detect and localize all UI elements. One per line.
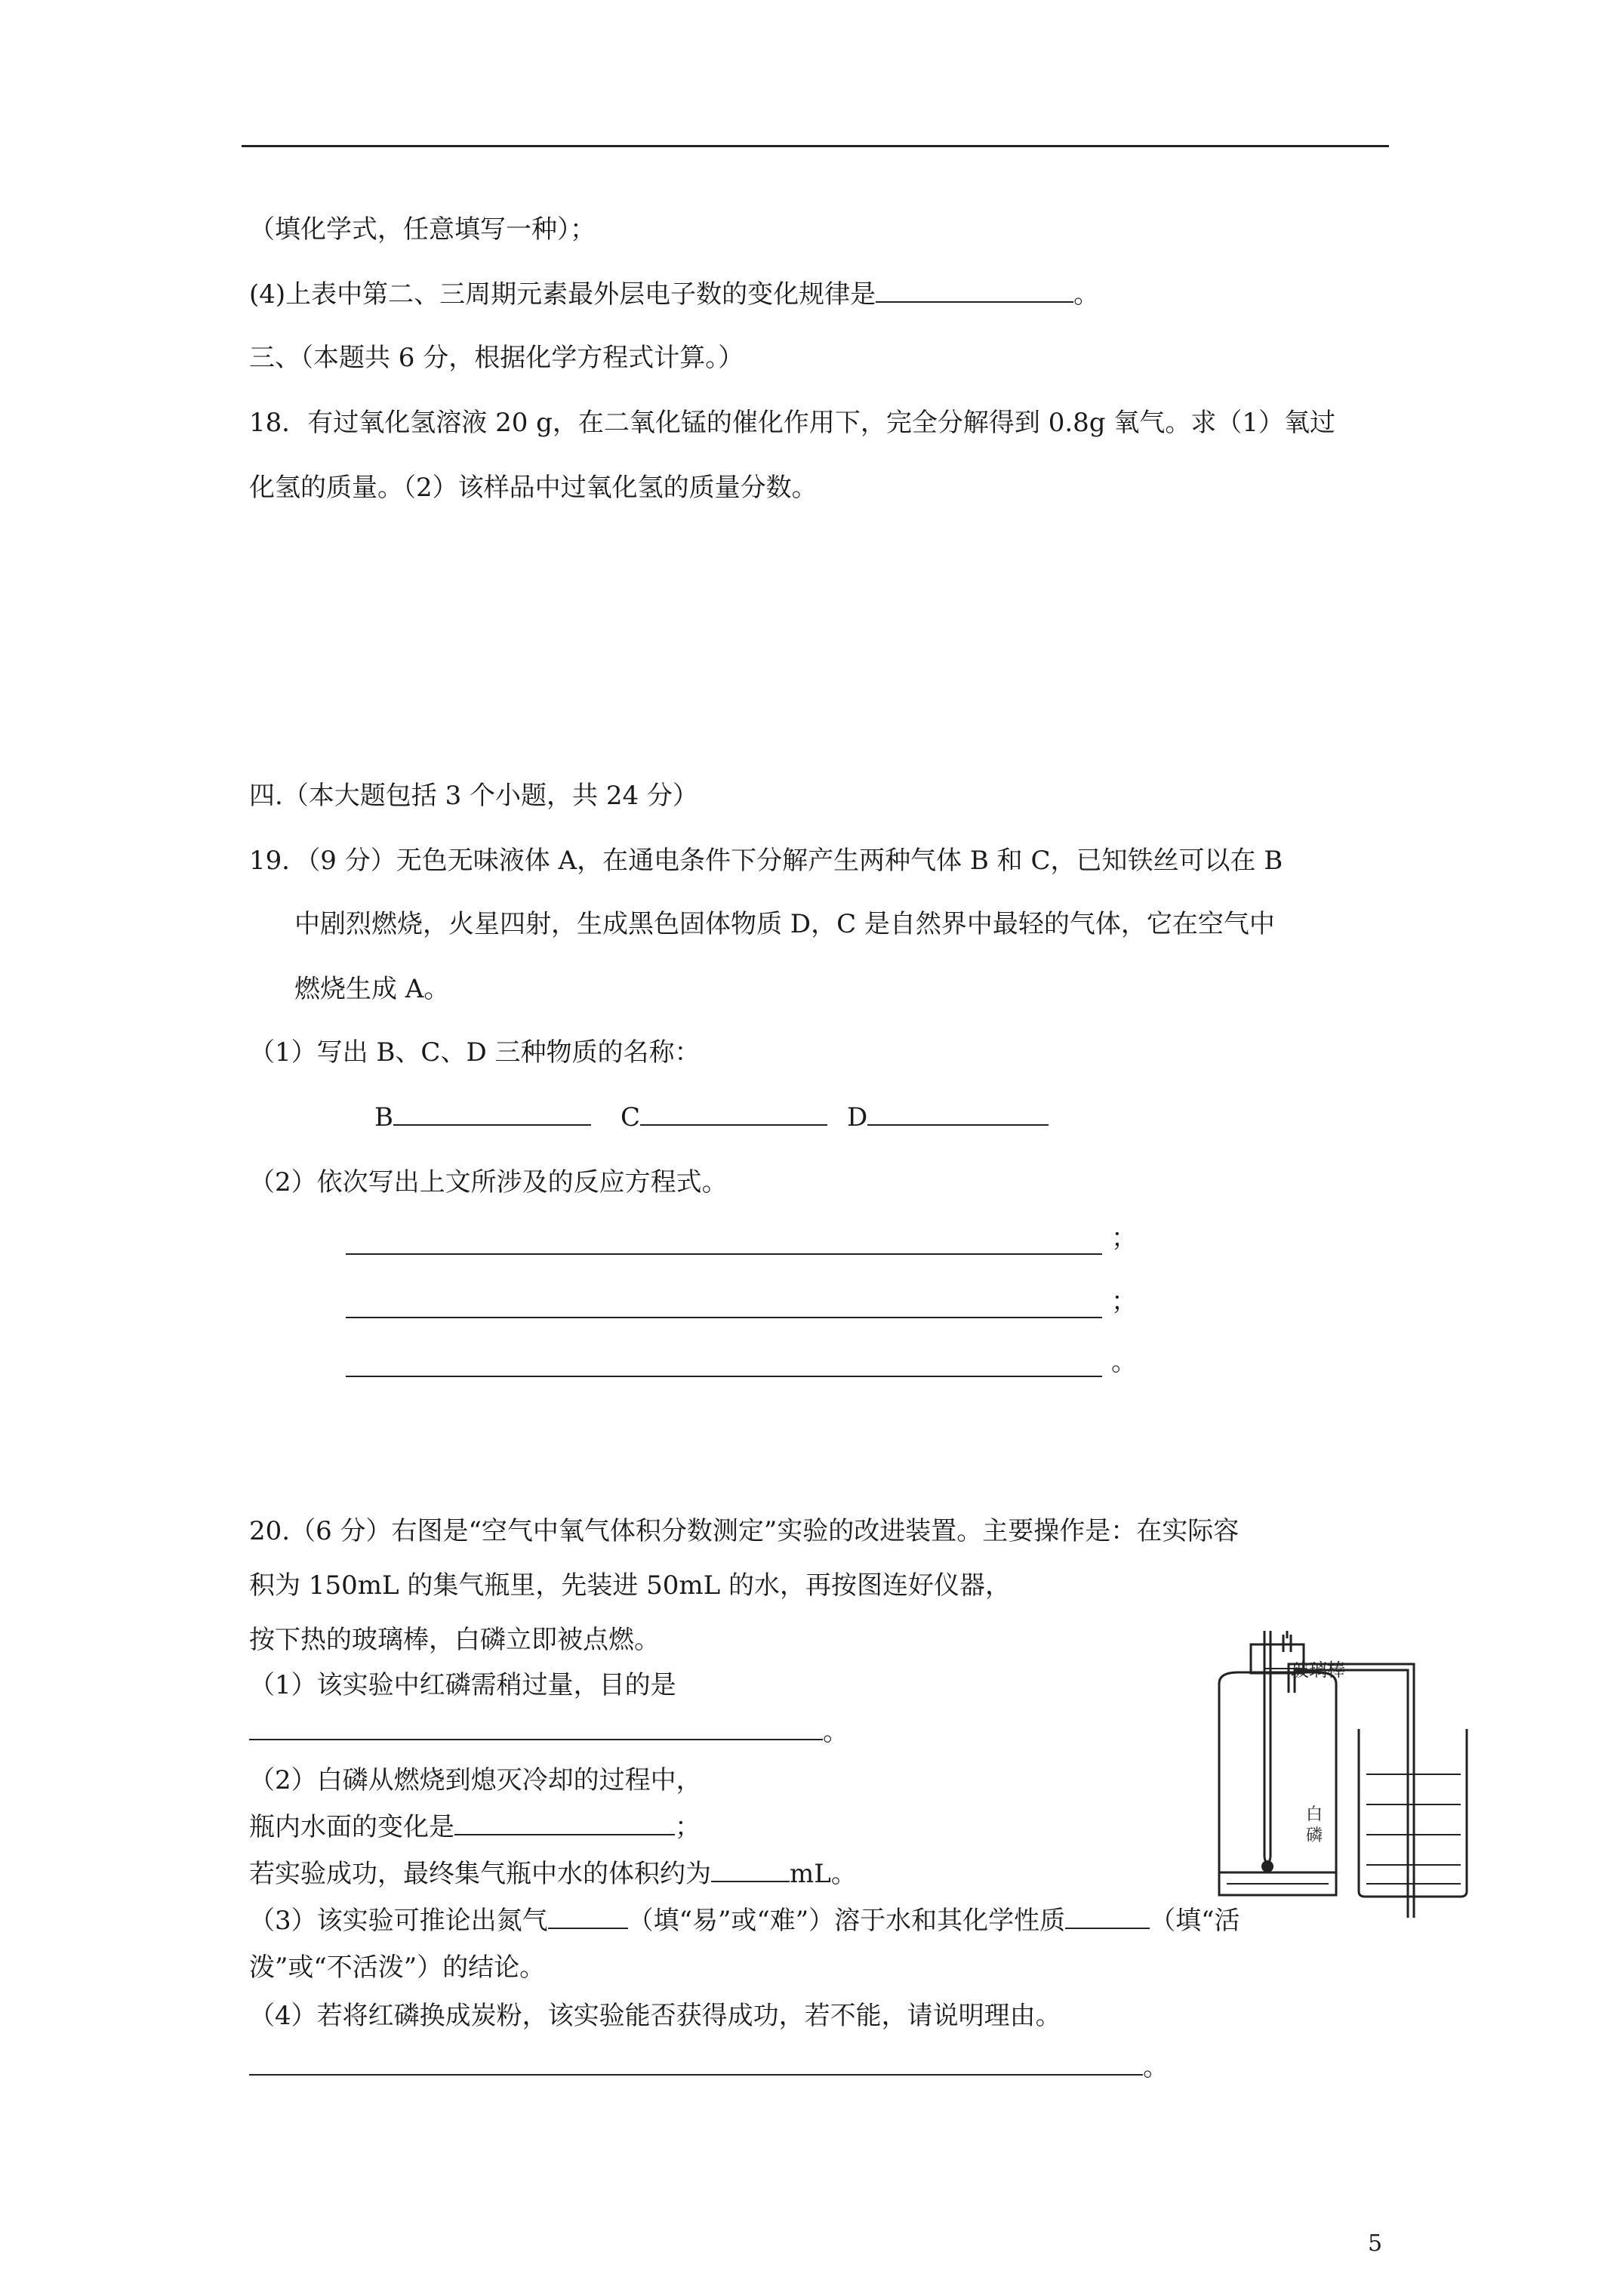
question-20-cont: 按下热的玻璃棒，白磷立即被点燃。 bbox=[249, 1625, 660, 1655]
section-4-heading: 四.（本大题包括 3 个小题，共 24 分） bbox=[249, 781, 698, 811]
separator: ； bbox=[1111, 1287, 1137, 1317]
label-white: 白 bbox=[1306, 1805, 1323, 1824]
answer-blank[interactable] bbox=[249, 2051, 1143, 2076]
equation-blank-1[interactable] bbox=[346, 1253, 1102, 1255]
answer-blank[interactable] bbox=[876, 279, 1073, 303]
answer-blank[interactable] bbox=[249, 1716, 823, 1740]
question-20-1: （1）该实验中红磷需稍过量，目的是 bbox=[249, 1670, 676, 1700]
phosphorus-sample bbox=[1261, 1860, 1273, 1872]
question-18-cont: 化氢的质量。（2）该样品中过氧化氢的质量分数。 bbox=[249, 473, 818, 503]
question-20-2: （2）白磷从燃烧到熄灭冷却的过程中， bbox=[249, 1765, 702, 1795]
blank-d: D bbox=[847, 1101, 1049, 1134]
question-20-3: （3）该实验可推论出氮气 （填“易”或“难”）溶于水和其化学性质 （填“活 bbox=[249, 1906, 1240, 1936]
answer-blank[interactable] bbox=[454, 1811, 675, 1835]
question-20-cont: 积为 150mL 的集气瓶里，先装进 50mL 的水，再按图连好仪器， bbox=[249, 1570, 1012, 1601]
answer-blank-c[interactable] bbox=[640, 1102, 827, 1126]
question-19-1: （1）写出 B、C、D 三种物质的名称： bbox=[249, 1037, 701, 1068]
blank-c: C bbox=[621, 1101, 827, 1134]
question-20-3-cont: 泼”或“不活泼”）的结论。 bbox=[249, 1952, 546, 1983]
blank-b: B bbox=[374, 1101, 591, 1134]
apparatus-figure bbox=[1181, 1631, 1483, 1918]
question-20-4: （4）若将红磷换成炭粉，该实验能否获得成功，若不能，请说明理由。 bbox=[249, 2001, 1061, 2031]
label-glass-rod: 玻璃棒 bbox=[1291, 1660, 1345, 1681]
separator: 。 bbox=[1111, 1347, 1137, 1377]
question-19-cont: 燃烧生成 A。 bbox=[294, 974, 450, 1004]
answer-line: 。 bbox=[249, 2051, 1169, 2084]
answer-blank[interactable] bbox=[1065, 1905, 1150, 1929]
equation-blank-3[interactable] bbox=[346, 1376, 1102, 1377]
answer-blank[interactable] bbox=[548, 1905, 628, 1929]
answer-blank[interactable] bbox=[711, 1858, 790, 1882]
equation-blank-2[interactable] bbox=[346, 1317, 1102, 1318]
question-17-4: (4)上表中第二、三周期元素最外层电子数的变化规律是 。 bbox=[249, 279, 1100, 310]
section-3-heading: 三、（本题共 6 分，根据化学方程式计算。） bbox=[249, 343, 744, 373]
separator: ； bbox=[1111, 1223, 1137, 1253]
question-19: 19．（9 分）无色无味液体 A，在通电条件下分解产生两种气体 B 和 C，已知铁丝可以在 B bbox=[249, 846, 1283, 876]
question-19-2: （2）依次写出上文所涉及的反应方程式。 bbox=[249, 1167, 728, 1197]
question-20-2-a: 瓶内水面的变化是 ； bbox=[249, 1812, 701, 1842]
text-line: （填化学式，任意填写一种）； bbox=[249, 214, 596, 245]
answer-blank-d[interactable] bbox=[867, 1102, 1049, 1126]
question-18: 18．有过氧化氢溶液 20 g，在二氧化锰的催化作用下，完全分解得到 0.8g 氧气。求（1）氧过 bbox=[249, 408, 1335, 438]
label-phosphorus: 磷 bbox=[1306, 1826, 1323, 1845]
question-20-2-b: 若实验成功，最终集气瓶中水的体积约为 mL。 bbox=[249, 1859, 857, 1889]
page-number: 5 bbox=[1368, 2230, 1383, 2257]
answer-blank-b[interactable] bbox=[393, 1102, 591, 1126]
header-rule bbox=[242, 145, 1389, 147]
question-19-cont: 中剧烈燃烧，火星四射，生成黑色固体物质 D，C 是自然界中最轻的气体，它在空气中 bbox=[294, 909, 1275, 939]
answer-line: 。 bbox=[249, 1715, 848, 1749]
question-20: 20.（6 分）右图是“空气中氧气体积分数测定”实验的改进装置。主要操作是：在实际容 bbox=[249, 1516, 1240, 1546]
